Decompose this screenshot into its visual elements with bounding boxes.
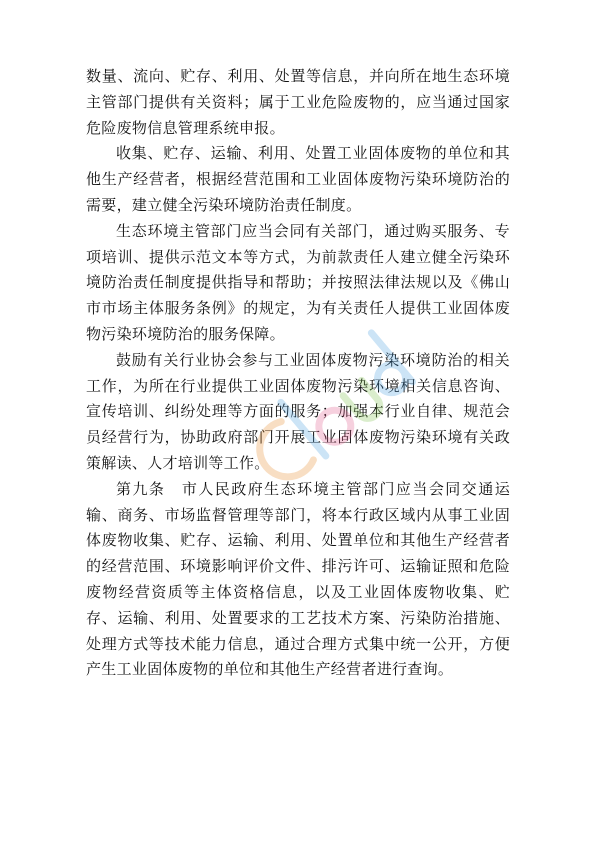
- paragraph-1: 数量、流向、贮存、利用、处置等信息，并向所在地生态环境主管部门提供有关资料；属于工业危险废物的，应当通过国家危险废物信息管理系统申报。: [86, 67, 510, 137]
- document-body: [86, 64, 510, 683]
- paragraph-4: 鼓励有关行业协会参与工业固体废物污染环境防治的相关工作，为所在行业提供工业固体废物污染环境相关信息咨询、宣传培训、纠纷处理等方面的服务；加强本行业自律、规范会员经营行为，协助政府部门开展工业固体废物污染环境有关政策解读、人才培训等工作。: [86, 350, 510, 472]
- paragraph-3: 生态环境主管部门应当会同有关部门，通过购买服务、专项培训、提供示范文本等方式，为前款责任人建立健全污染环境防治责任制度提供指导和帮助；并按照法律法规以及《佛山市市场主体服务条例》的规定，为有关责任人提供工业固体废物污染环境防治的服务保障。: [86, 221, 510, 343]
- paragraph-article-9: 第九条 市人民政府生态环境主管部门应当会同交通运输、商务、市场监督管理等部门，将本行政区域内从事工业固体废物收集、贮存、运输、利用、处置单位和其他生产经营者的经营范围、环境影响评价文件、排污许可、运输证照和危险废物经营资质等主体资格信息，以及工业固体废物收集、贮存、运输、利用、处置要求的工艺技术方案、污染防治措施、处理方式等技术能力信息，通过合理方式集中统一公开，方便产生工业固体废物的单位和其他生产经营者进行查询。: [86, 479, 510, 679]
- paragraph-2: 收集、贮存、运输、利用、处置工业固体废物的单位和其他生产经营者，根据经营范围和工业固体废物污染环境防治的需要，建立健全污染环境防治责任制度。: [86, 144, 510, 214]
